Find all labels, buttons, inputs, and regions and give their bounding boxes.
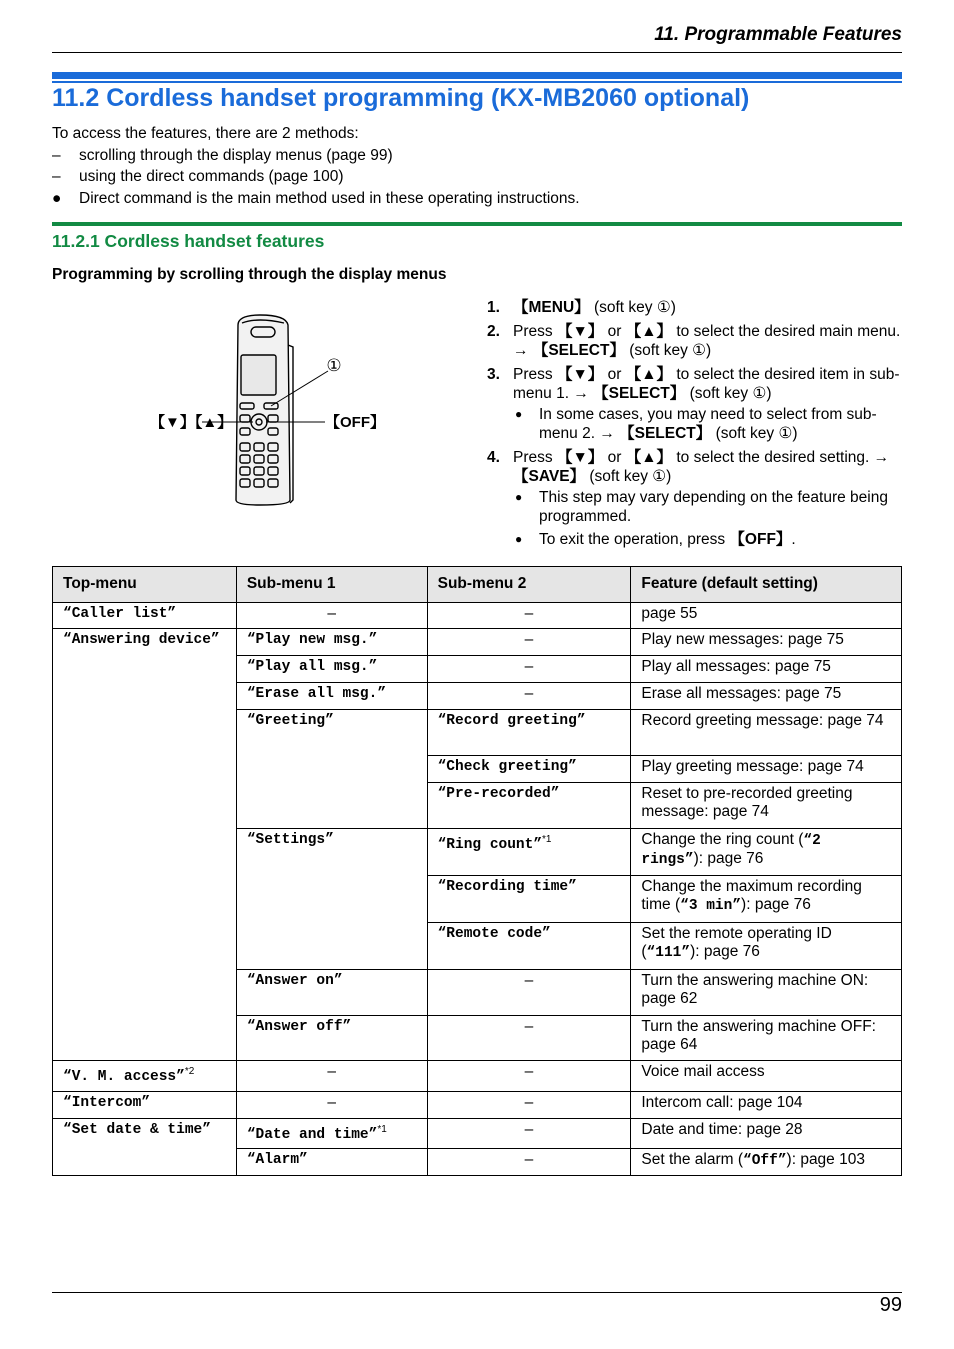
step-text: (soft key ①) — [589, 299, 676, 316]
step-text: Press — [513, 448, 557, 466]
sub1-cell: “Settings” — [236, 829, 427, 970]
intro-line: To access the features, there are 2 methods: — [52, 125, 359, 142]
step-text: or — [603, 322, 626, 340]
feature-text: ): page 76 — [741, 896, 811, 913]
step-3 — [487, 365, 902, 444]
feature-cell: Intercom call: page 104 — [631, 1092, 902, 1119]
sub2-cell: “Remote code” — [427, 923, 631, 970]
top-menu-cell — [53, 1061, 237, 1092]
table-row — [53, 1092, 902, 1119]
step-number: 1. — [487, 299, 500, 316]
key-label: 【OFF】 — [729, 530, 792, 548]
sub1-text: “Date and time” — [246, 1126, 378, 1143]
handset-icon — [236, 315, 293, 505]
step-4 — [487, 448, 902, 550]
note-text: This step may vary depending on the feature being programmed. — [539, 488, 888, 525]
note-text: (soft key ①) — [711, 425, 798, 442]
arrow-icon: → — [513, 342, 529, 359]
feature-cell — [631, 876, 902, 923]
sub2-cell: – — [427, 683, 631, 710]
key-label: 【▲】 — [625, 322, 673, 340]
step-note — [513, 405, 902, 444]
sub2-cell: – — [427, 629, 631, 656]
sub2-cell: – — [427, 656, 631, 683]
sub1-cell: “Play new msg.” — [236, 629, 427, 656]
step-number: 3. — [487, 365, 500, 383]
sub2-cell: – — [427, 1016, 631, 1061]
steps-list — [487, 298, 902, 553]
key-label: 【▼】 — [556, 448, 604, 466]
table-row — [53, 1061, 902, 1092]
step-text: to select the desired item in sub-menu 1. — [513, 365, 900, 402]
dash-marker: – — [52, 168, 61, 186]
step-text: to select the desired setting. — [672, 448, 874, 466]
sub2-cell — [427, 829, 631, 876]
step-2 — [487, 322, 902, 361]
feature-cell — [631, 829, 902, 876]
step-text: to select the desired main menu. — [672, 322, 901, 340]
step-text: Press — [513, 365, 557, 383]
key-label: 【▼】 — [556, 365, 604, 383]
sub1-cell: – — [236, 603, 427, 629]
feature-cell — [631, 1149, 902, 1176]
title-rule-thin — [52, 81, 902, 83]
section-rule — [52, 222, 902, 226]
step-text: or — [603, 365, 626, 383]
sub1-cell: “Answer on” — [236, 970, 427, 1016]
footnote-ref: *2 — [184, 1066, 195, 1077]
sub2-cell: – — [427, 603, 631, 629]
step-note — [513, 488, 902, 527]
footnote-ref: *1 — [542, 834, 552, 845]
feature-value: “2 rings” — [641, 833, 821, 868]
step-number: 4. — [487, 448, 500, 466]
sub2-cell: “Check greeting” — [427, 756, 631, 783]
key-label: 【▲】 — [625, 448, 673, 466]
arrow-icon: → — [599, 425, 615, 442]
key-label: 【▼】 — [556, 322, 604, 340]
feature-text: ): page 76 — [693, 850, 764, 867]
sub1-cell — [236, 1119, 427, 1149]
title-rule — [52, 72, 902, 79]
column-header: Feature (default setting) — [631, 567, 902, 603]
sub1-cell: “Erase all msg.” — [236, 683, 427, 710]
arrow-icon: → — [573, 385, 589, 402]
column-header: Sub-menu 2 — [427, 567, 631, 603]
chapter-title: 11. Programmable Features — [654, 24, 902, 45]
sub2-cell: – — [427, 1119, 631, 1149]
arrow-icon: → — [873, 448, 890, 466]
feature-text: ): page 76 — [690, 943, 760, 960]
top-menu-text: “V. M. access” — [63, 1068, 185, 1085]
page-header — [52, 22, 902, 53]
key-label: 【▲】 — [625, 365, 673, 383]
page-title: 11.2 Cordless handset programming (KX-MB2060 optional) — [52, 84, 750, 112]
step-text: (soft key ①) — [585, 468, 672, 485]
step-note — [513, 530, 902, 550]
page-footer — [52, 1292, 902, 1316]
sub2-cell: – — [427, 1149, 631, 1176]
feature-cell: Record greeting message: page 74 — [631, 710, 902, 756]
step-text: or — [603, 448, 626, 466]
sub2-cell: “Record greeting” — [427, 710, 631, 756]
key-label: 【SELECT】 — [593, 385, 686, 402]
step-text: Press — [513, 322, 557, 340]
off-key-label: 【OFF】 — [325, 414, 385, 431]
bullet-marker: ● — [515, 406, 523, 421]
feature-cell: Turn the answering machine ON: page 62 — [631, 970, 902, 1016]
key-label: 【SELECT】 — [532, 342, 625, 359]
feature-text: ): page 103 — [786, 1151, 865, 1168]
subsection-title: Programming by scrolling through the display menus — [52, 266, 447, 283]
table-row — [53, 1119, 902, 1149]
sub1-cell: “Answer off” — [236, 1016, 427, 1061]
sub1-cell: “Play all msg.” — [236, 656, 427, 683]
note-text: In some cases, you may need to select from sub-menu 2. — [539, 405, 877, 442]
feature-cell: Voice mail access — [631, 1061, 902, 1092]
sub2-text: “Ring count” — [437, 836, 543, 853]
top-menu-cell: “Caller list” — [53, 603, 237, 629]
sub2-cell: “Recording time” — [427, 876, 631, 923]
column-header: Top-menu — [53, 567, 237, 603]
note-text: To exit the operation, press — [539, 530, 730, 548]
bullet-marker: ● — [52, 190, 62, 208]
intro-item — [52, 166, 902, 188]
step-1 — [487, 298, 902, 318]
step-text: (soft key ①) — [685, 385, 772, 402]
intro-text — [52, 123, 902, 210]
sub2-cell: – — [427, 970, 631, 1016]
feature-cell: Play all messages: page 75 — [631, 656, 902, 683]
note-text: . — [791, 530, 796, 548]
feature-text: Change the ring count ( — [641, 831, 804, 848]
dash-marker: – — [52, 146, 61, 164]
table-header-row — [53, 567, 902, 603]
table-row — [53, 629, 902, 656]
sub1-cell: “Alarm” — [236, 1149, 427, 1176]
table-row — [53, 603, 902, 629]
intro-item-text: using the direct commands (page 100) — [79, 168, 344, 186]
feature-cell: Date and time: page 28 — [631, 1119, 902, 1149]
bullet-marker: ● — [515, 489, 523, 504]
step-text: (soft key ①) — [624, 342, 712, 359]
feature-text: Set the remote operating ID ( — [641, 925, 832, 960]
feature-cell: Erase all messages: page 75 — [631, 683, 902, 710]
step-number: 2. — [487, 322, 500, 340]
key-label: 【SELECT】 — [619, 425, 712, 442]
feature-cell: Reset to pre-recorded greeting message: page 74 — [631, 783, 902, 829]
intro-item — [52, 188, 902, 210]
feature-cell: Play new messages: page 75 — [631, 629, 902, 656]
feature-cell — [631, 923, 902, 970]
top-menu-cell: “Intercom” — [53, 1092, 237, 1119]
feature-value: “111” — [646, 945, 691, 961]
sub2-cell: “Pre-recorded” — [427, 783, 631, 829]
feature-value: “Off” — [743, 1153, 787, 1169]
page-number: 99 — [879, 1294, 902, 1316]
bullet-marker: ● — [515, 531, 523, 546]
feature-cell: Play greeting message: page 74 — [631, 756, 902, 783]
column-header: Sub-menu 1 — [236, 567, 427, 603]
intro-item — [52, 145, 902, 167]
nav-keys-label: 【▼】【▲】 — [150, 414, 233, 431]
feature-value: “3 min” — [680, 898, 742, 914]
key-label: 【MENU】 — [513, 299, 590, 316]
section-title: 11.2.1 Cordless handset features — [52, 231, 325, 251]
handset-illustration — [140, 305, 385, 510]
feature-cell: Turn the answering machine OFF: page 64 — [631, 1016, 902, 1061]
intro-item-text: scrolling through the display menus (page 99) — [79, 146, 393, 164]
feature-cell: page 55 — [631, 603, 902, 629]
menu-table — [52, 566, 902, 1176]
key-label: 【SAVE】 — [513, 468, 586, 485]
footnote-ref: *1 — [377, 1124, 387, 1135]
feature-text: Change the maximum recording time ( — [641, 878, 862, 913]
intro-item-text: Direct command is the main method used in these operating instructions. — [79, 190, 580, 208]
feature-text: Set the alarm ( — [641, 1151, 744, 1168]
top-menu-cell: “Set date & time” — [53, 1119, 237, 1176]
sub1-cell: – — [236, 1092, 427, 1119]
callout-number: ① — [326, 356, 342, 376]
sub1-cell: “Greeting” — [236, 710, 427, 829]
sub2-cell: – — [427, 1061, 631, 1092]
sub1-cell: – — [236, 1061, 427, 1092]
sub2-cell: – — [427, 1092, 631, 1119]
top-menu-cell: “Answering device” — [53, 629, 237, 1061]
